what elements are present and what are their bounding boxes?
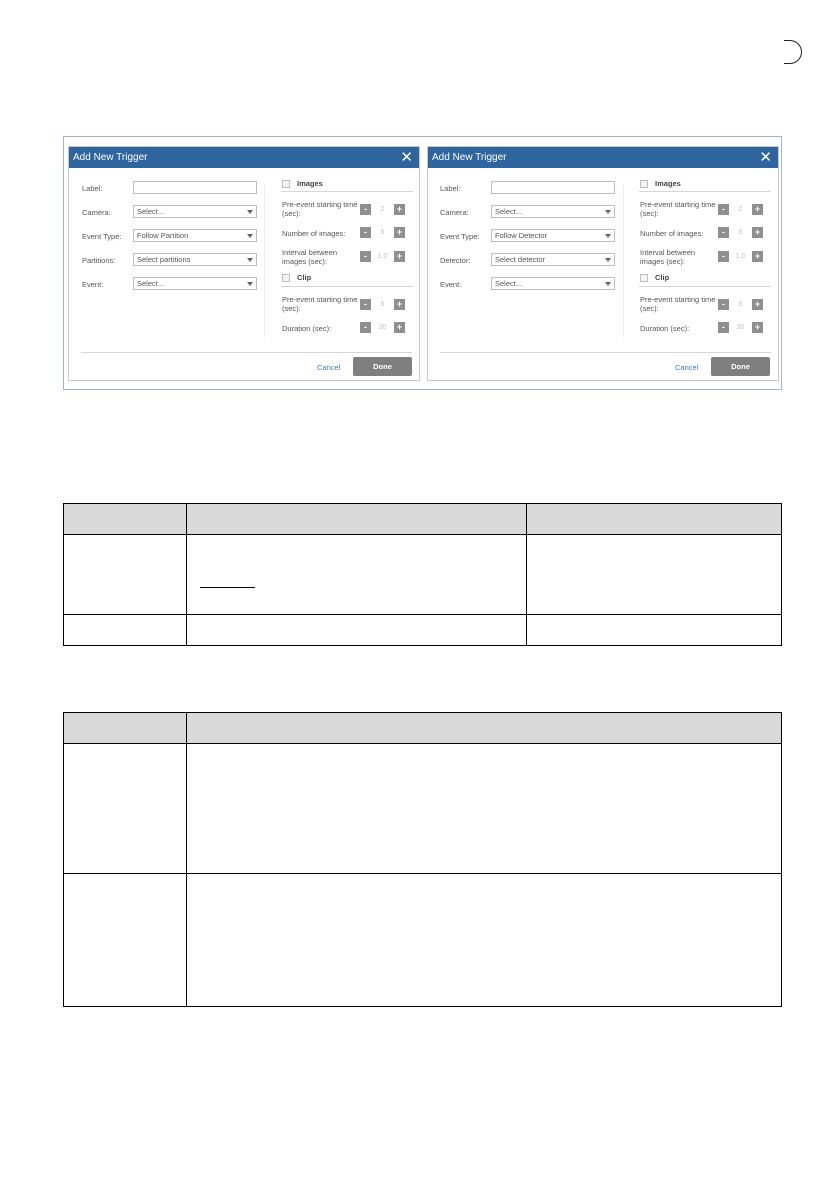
done-button[interactable]: Done bbox=[353, 357, 412, 376]
table-header-cell bbox=[64, 504, 187, 535]
images-heading: Images bbox=[655, 179, 681, 188]
decrement-button[interactable]: - bbox=[360, 227, 371, 238]
decrement-button[interactable]: - bbox=[360, 322, 371, 333]
dialog-title: Add New Trigger bbox=[432, 152, 507, 163]
increment-button[interactable]: + bbox=[752, 251, 763, 262]
duration-label: Duration (sec): bbox=[640, 324, 690, 333]
clip-pre-event-stepper[interactable] bbox=[360, 299, 405, 310]
stepper-value[interactable]: 5 bbox=[738, 229, 743, 236]
interval-label: Interval between images (sec): bbox=[640, 248, 696, 266]
table-cell bbox=[186, 615, 527, 646]
detector-field-label: Detector: bbox=[440, 256, 471, 265]
camera-select-value: Select... bbox=[137, 207, 165, 216]
decrement-button[interactable]: - bbox=[718, 322, 729, 333]
interval-label: Interval between images (sec): bbox=[282, 248, 338, 266]
event-type-select[interactable] bbox=[491, 229, 615, 242]
interval-stepper[interactable] bbox=[718, 251, 763, 262]
images-checkbox[interactable] bbox=[640, 180, 648, 188]
duration-label: Duration (sec): bbox=[282, 324, 332, 333]
table-row bbox=[64, 874, 782, 1007]
cancel-button[interactable]: Cancel bbox=[317, 363, 341, 372]
number-of-images-label: Number of images: bbox=[282, 229, 346, 238]
parameters-table bbox=[63, 503, 782, 646]
label-field-label: Label: bbox=[440, 184, 461, 193]
increment-button[interactable]: + bbox=[752, 322, 763, 333]
clip-pre-event-label: Pre-event starting time (sec): bbox=[640, 295, 716, 313]
event-type-field-label: Event Type: bbox=[82, 232, 122, 241]
chevron-down-icon bbox=[247, 234, 253, 238]
dialog-header bbox=[69, 147, 419, 168]
event-field-label: Event: bbox=[440, 280, 462, 289]
partitions-field-label: Partitions: bbox=[82, 256, 116, 265]
screenshot-frame bbox=[63, 136, 782, 390]
duration-stepper[interactable] bbox=[718, 322, 763, 333]
number-of-images-stepper[interactable] bbox=[718, 227, 763, 238]
images-divider bbox=[281, 191, 413, 192]
chevron-down-icon bbox=[247, 282, 253, 286]
clip-checkbox[interactable] bbox=[282, 274, 290, 282]
chevron-down-icon bbox=[605, 258, 611, 262]
images-pre-event-label: Pre-event starting time (sec): bbox=[282, 200, 358, 218]
table-row bbox=[64, 615, 782, 646]
table-header-cell bbox=[186, 713, 781, 744]
close-icon[interactable]: ✕ bbox=[400, 149, 413, 166]
chevron-down-icon bbox=[247, 258, 253, 262]
camera-select[interactable] bbox=[491, 205, 615, 218]
images-heading: Images bbox=[297, 179, 323, 188]
increment-button[interactable]: + bbox=[752, 204, 763, 215]
table-header-cell bbox=[186, 504, 527, 535]
clip-checkbox[interactable] bbox=[640, 274, 648, 282]
clip-heading: Clip bbox=[655, 273, 670, 282]
table-header-row bbox=[64, 504, 782, 535]
increment-button[interactable]: + bbox=[394, 251, 405, 262]
event-select-value: Select... bbox=[495, 279, 523, 288]
images-option[interactable] bbox=[282, 179, 323, 188]
table-cell bbox=[64, 615, 187, 646]
stepper-value[interactable]: 30 bbox=[378, 324, 387, 331]
table-row bbox=[64, 535, 782, 615]
increment-button[interactable]: + bbox=[394, 299, 405, 310]
table-header-row bbox=[64, 713, 782, 744]
cancel-button[interactable]: Cancel bbox=[675, 363, 699, 372]
table-header-cell bbox=[527, 504, 782, 535]
decrement-button[interactable]: - bbox=[360, 299, 371, 310]
event-type-select[interactable] bbox=[133, 229, 257, 242]
event-field-label: Event: bbox=[82, 280, 104, 289]
decrement-button[interactable]: - bbox=[360, 251, 371, 262]
number-of-images-label: Number of images: bbox=[640, 229, 704, 238]
footer-divider bbox=[440, 352, 771, 353]
decrement-button[interactable]: - bbox=[360, 204, 371, 215]
stepper-value[interactable]: 5 bbox=[380, 229, 385, 236]
add-trigger-dialog-partition bbox=[68, 146, 420, 381]
decrement-button[interactable]: - bbox=[718, 299, 729, 310]
table-cell bbox=[64, 535, 187, 615]
clip-option[interactable] bbox=[282, 273, 311, 282]
page-binding-mark bbox=[784, 40, 802, 64]
stepper-value[interactable]: 30 bbox=[736, 324, 745, 331]
event-select[interactable] bbox=[133, 277, 257, 290]
images-option[interactable] bbox=[640, 179, 681, 188]
stepper-value[interactable]: 2 bbox=[738, 206, 743, 213]
decrement-button[interactable]: - bbox=[718, 251, 729, 262]
description-table bbox=[63, 712, 782, 1007]
increment-button[interactable]: + bbox=[752, 227, 763, 238]
event-type-select-value: Follow Partition bbox=[137, 231, 189, 240]
close-icon[interactable]: ✕ bbox=[759, 149, 772, 166]
table-cell bbox=[186, 535, 527, 615]
label-input[interactable] bbox=[133, 181, 257, 194]
images-checkbox[interactable] bbox=[282, 180, 290, 188]
stepper-value[interactable]: 5 bbox=[380, 301, 385, 308]
underline-mark bbox=[200, 587, 255, 588]
camera-select[interactable] bbox=[133, 205, 257, 218]
event-type-field-label: Event Type: bbox=[440, 232, 480, 241]
event-select[interactable] bbox=[491, 277, 615, 290]
chevron-down-icon bbox=[605, 282, 611, 286]
number-of-images-stepper[interactable] bbox=[360, 227, 405, 238]
chevron-down-icon bbox=[605, 210, 611, 214]
camera-field-label: Camera: bbox=[440, 208, 469, 217]
camera-field-label: Camera: bbox=[82, 208, 111, 217]
partitions-select[interactable] bbox=[133, 253, 257, 266]
partitions-select-value: Select partitions bbox=[137, 255, 191, 264]
table-row bbox=[64, 744, 782, 874]
event-select-value: Select... bbox=[137, 279, 165, 288]
column-divider bbox=[264, 185, 265, 337]
images-pre-event-label: Pre-event starting time (sec): bbox=[640, 200, 716, 218]
clip-pre-event-label: Pre-event starting time (sec): bbox=[282, 295, 358, 313]
table-cell bbox=[186, 874, 781, 1007]
increment-button[interactable]: + bbox=[394, 227, 405, 238]
footer-divider bbox=[81, 352, 412, 353]
table-cell bbox=[527, 535, 782, 615]
stepper-value[interactable]: 2 bbox=[380, 206, 385, 213]
increment-button[interactable]: + bbox=[394, 322, 405, 333]
increment-button[interactable]: + bbox=[394, 204, 405, 215]
event-type-select-value: Follow Detector bbox=[495, 231, 548, 240]
done-button[interactable]: Done bbox=[711, 357, 770, 376]
clip-divider bbox=[281, 286, 413, 287]
label-field-label: Label: bbox=[82, 184, 103, 193]
stepper-value[interactable]: 1.0 bbox=[735, 253, 746, 260]
interval-stepper[interactable] bbox=[360, 251, 405, 262]
table-cell bbox=[64, 744, 187, 874]
images-pre-event-stepper[interactable] bbox=[360, 204, 405, 215]
clip-heading: Clip bbox=[297, 273, 312, 282]
dialog-header bbox=[428, 147, 778, 168]
table-header-cell bbox=[64, 713, 187, 744]
chevron-down-icon bbox=[605, 234, 611, 238]
detector-select-value: Select detector bbox=[495, 255, 546, 264]
clip-pre-event-stepper[interactable] bbox=[718, 299, 763, 310]
duration-stepper[interactable] bbox=[360, 322, 405, 333]
images-pre-event-stepper[interactable] bbox=[718, 204, 763, 215]
table-cell bbox=[527, 615, 782, 646]
clip-divider bbox=[639, 286, 771, 287]
chevron-down-icon bbox=[247, 210, 253, 214]
dialog-title: Add New Trigger bbox=[73, 152, 148, 163]
images-divider bbox=[639, 191, 771, 192]
add-trigger-dialog-detector bbox=[427, 146, 779, 381]
detector-select[interactable] bbox=[491, 253, 615, 266]
decrement-button[interactable]: - bbox=[718, 204, 729, 215]
column-divider bbox=[623, 185, 624, 337]
stepper-value[interactable]: 5 bbox=[738, 301, 743, 308]
increment-button[interactable]: + bbox=[752, 299, 763, 310]
decrement-button[interactable]: - bbox=[718, 227, 729, 238]
clip-option[interactable] bbox=[640, 273, 669, 282]
stepper-value[interactable]: 1.0 bbox=[377, 253, 388, 260]
label-input[interactable] bbox=[491, 181, 615, 194]
table-cell bbox=[186, 744, 781, 874]
table-cell bbox=[64, 874, 187, 1007]
camera-select-value: Select... bbox=[495, 207, 523, 216]
